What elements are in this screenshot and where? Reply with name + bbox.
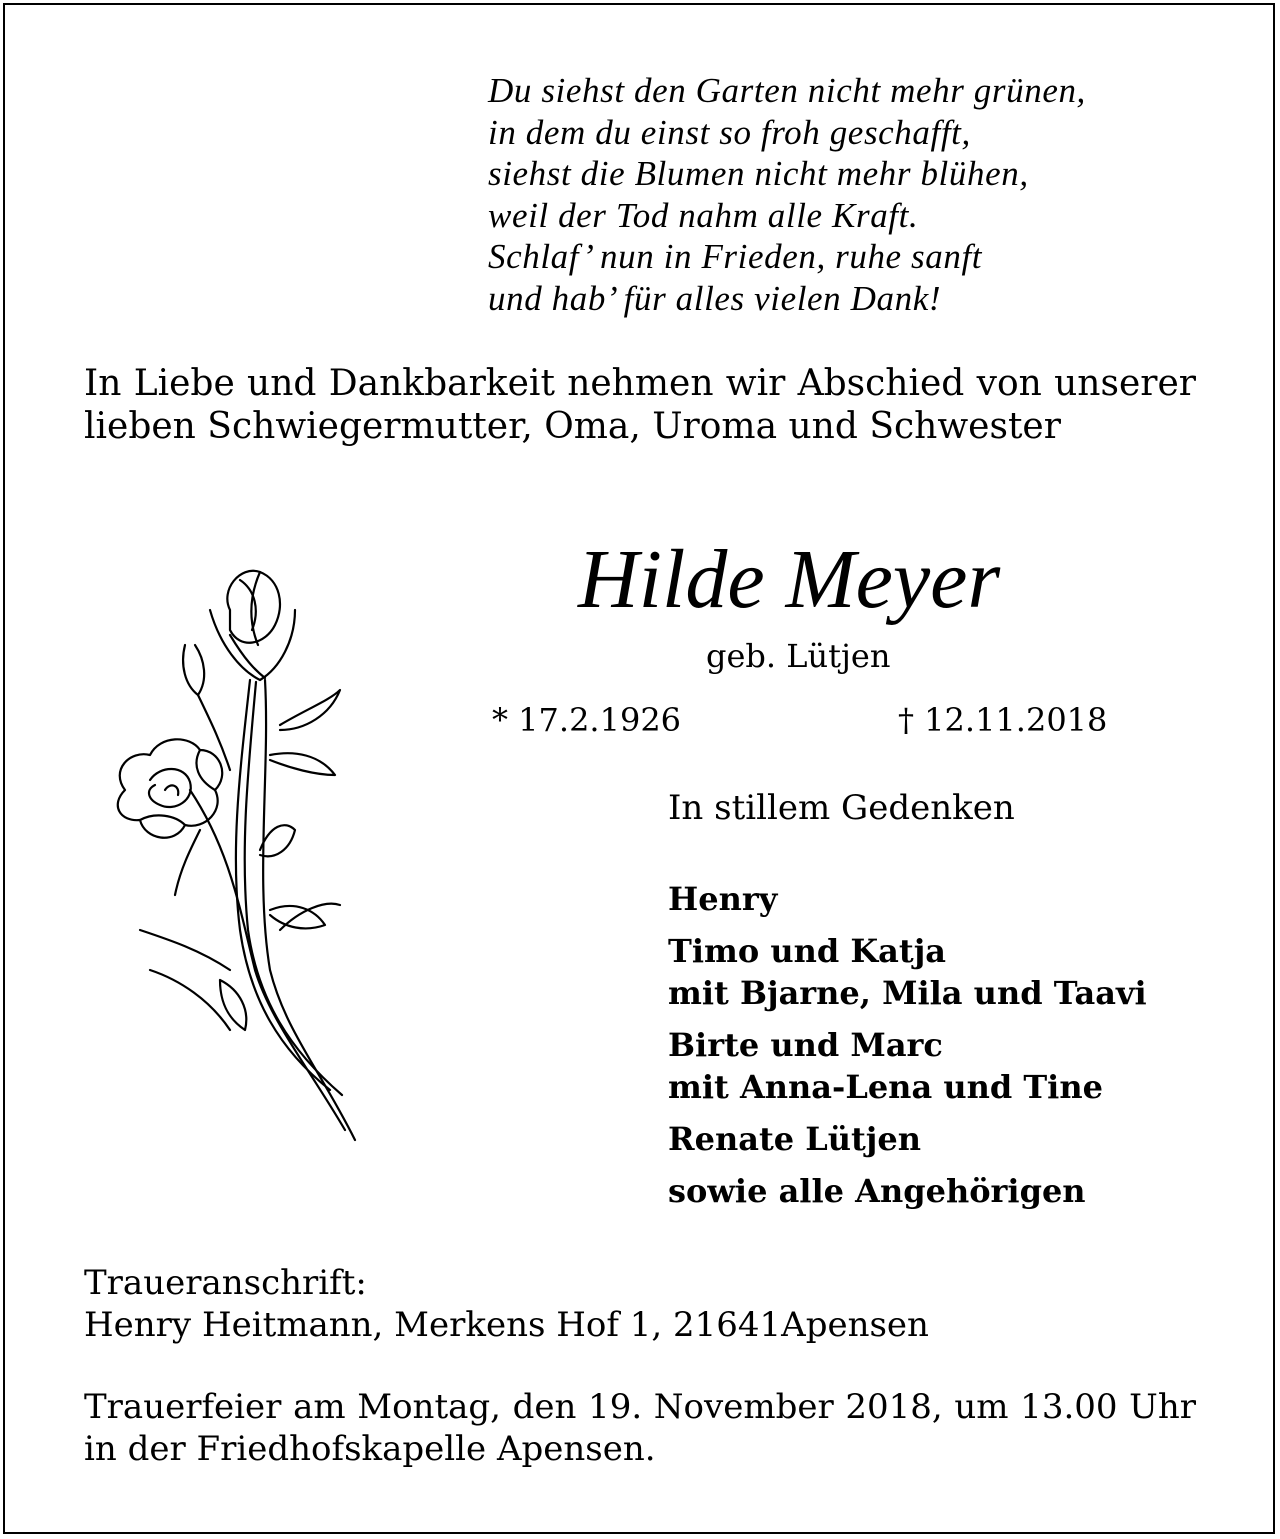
death-date: † 12.11.2018 [898, 701, 1108, 739]
memory-text: In stillem Gedenken [668, 788, 1015, 828]
service-info: Trauerfeier am Montag, den 19. November 2018, um 13.00 Uhr in der Friedhofskapelle Apensen. [84, 1387, 1196, 1469]
poem-line: siehst die Blumen nicht mehr blühen, [488, 154, 1029, 193]
address-label: Traueranschrift: [84, 1263, 367, 1303]
mourner-timo: Timo und Katja [668, 932, 946, 970]
mourner-birte-kids: mit Anna-Lena und Tine [668, 1068, 1103, 1106]
mourner-all: sowie alle Angehörigen [668, 1172, 1086, 1210]
deceased-name: Hilde Meyer [578, 533, 1001, 626]
poem-line: weil der Tod nahm alle Kraft. [488, 195, 919, 235]
mourners-list [668, 878, 1147, 1212]
poem-line: und hab’ für alles vielen Dank! [488, 278, 942, 318]
mourner-timo-kids: mit Bjarne, Mila und Taavi [668, 974, 1147, 1012]
poem-line: Du siehst den Garten nicht mehr grünen, [488, 71, 1086, 110]
poem-line: in dem du einst so froh geschafft, [488, 112, 971, 152]
rose-icon [80, 550, 380, 1150]
intro-text: In Liebe und Dankbarkeit nehmen wir Abschied von unserer lieben Schwiegermutter, Oma, Uroma und Schwester [84, 363, 1196, 447]
birth-date: * 17.2.1926 [492, 701, 682, 739]
mourner-henry: Henry [668, 880, 778, 918]
address-line: Henry Heitmann, Merkens Hof 1, 21641Apensen [84, 1305, 929, 1345]
poem-line: Schlaf’ nun in Frieden, ruhe sanft [488, 237, 983, 276]
poem [488, 70, 1248, 319]
mourning-address [84, 1262, 929, 1346]
mourner-birte: Birte und Marc [668, 1026, 943, 1064]
mourner-renate: Renate Lütjen [668, 1120, 921, 1158]
born-name: geb. Lütjen [706, 637, 891, 675]
